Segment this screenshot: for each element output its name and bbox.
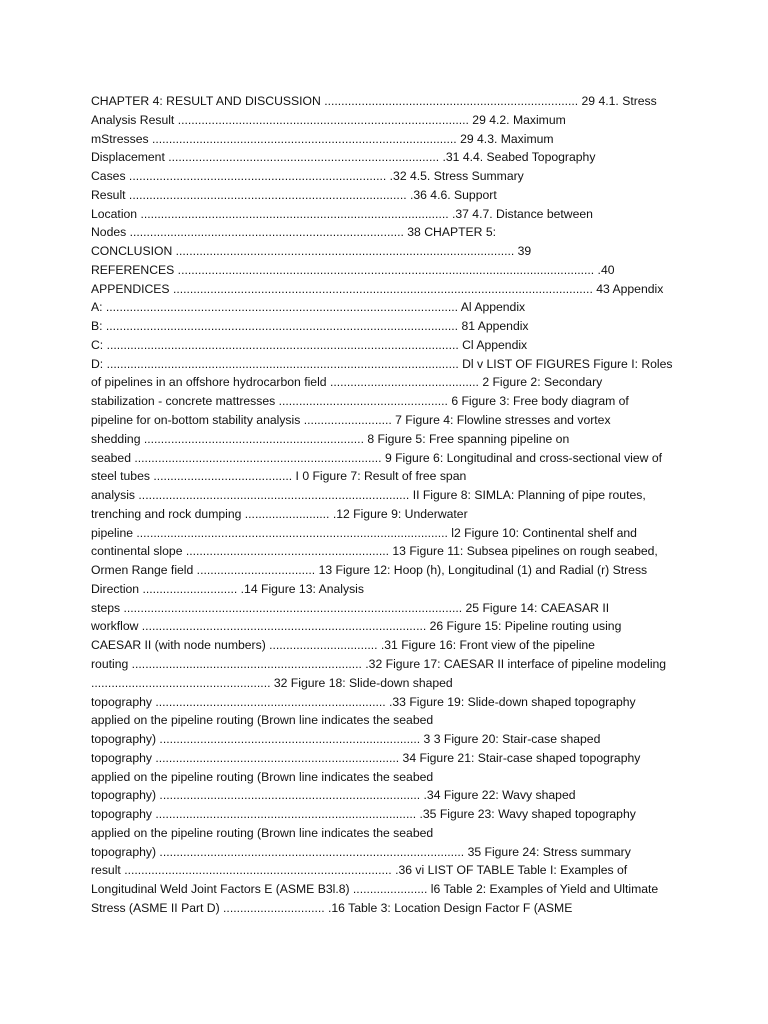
- text-line: D: ........................................................................................................ Dl v LIST OF FIGURES Figure I: Roles: [91, 356, 673, 371]
- text-line: Location ........................................................................................... .37 4.7. Distance between: [91, 206, 593, 221]
- text-line: C: ........................................................................................................ Cl Appendix: [91, 337, 528, 352]
- text-line: topography .................................................................... .33 Figure 19: Slide-down shaped topography: [91, 694, 636, 709]
- text-line: topography ............................................................................. .35 Figure 23: Wavy shaped topography: [91, 807, 636, 822]
- text-line: Stress (ASME II Part D) .............................. .16 Table 3: Location Design Factor F (ASME: [91, 900, 573, 915]
- text-line: analysis ................................................................................ II Figure 8: SIMLA: Planning of pipe routes,: [91, 488, 646, 503]
- text-line: pipeline for on-bottom stability analysis .......................... 7 Figure 4: Flowline stresses and vortex: [91, 413, 611, 428]
- text-line: Analysis Result ...................................................................................... 29 4.2. Maximum: [91, 112, 566, 127]
- text-line: Ormen Range field ................................... 13 Figure 12: Hoop (h), Longitudinal (1) and Radial (r) Stress: [91, 563, 648, 578]
- text-line: applied on the pipeline routing (Brown line indicates the seabed: [91, 769, 434, 784]
- text-line: trenching and rock dumping ......................... .12 Figure 9: Underwater: [91, 506, 468, 521]
- text-line: A: ........................................................................................................ Al Appendix: [91, 300, 526, 315]
- text-line: steps .................................................................................................... 25 Figure 14: CAEASAR II: [91, 600, 610, 615]
- text-line: topography ........................................................................ 34 Figure 21: Stair-case shaped topography: [91, 750, 641, 765]
- text-line: pipeline ............................................................................................ l2 Figure 10: Continental shelf and: [91, 525, 637, 540]
- text-line: Longitudinal Weld Joint Factors E (ASME B3l.8) ...................... l6 Table 2: Examples of Yield and Ultimate: [91, 882, 659, 897]
- text-line: REFERENCES ........................................................................................................................... .40: [91, 262, 615, 277]
- text-line: B: ........................................................................................................ 81 Appendix: [91, 319, 529, 334]
- text-line: Cases ............................................................................ .32 4.5. Stress Summary: [91, 169, 524, 184]
- text-line: topography) ............................................................................. .34 Figure 22: Wavy shaped: [91, 788, 576, 803]
- text-line: topography) .......................................................................................... 35 Figure 24: Stress summary: [91, 844, 631, 859]
- text-line: steel tubes ......................................... I 0 Figure 7: Result of free span: [91, 469, 467, 484]
- text-line: applied on the pipeline routing (Brown line indicates the seabed: [91, 713, 434, 728]
- text-line: applied on the pipeline routing (Brown line indicates the seabed: [91, 825, 434, 840]
- text-line: routing .................................................................... .32 Figure 17: CAESAR II interface of pipeline modeling: [91, 656, 667, 671]
- text-line: Nodes ................................................................................. 38 CHAPTER 5:: [91, 225, 497, 240]
- text-line: APPENDICES ............................................................................................................................ 43 Appendix: [91, 281, 664, 296]
- text-line: seabed ......................................................................... 9 Figure 6: Longitudinal and cross-sectional view of: [91, 450, 663, 465]
- text-line: Result .................................................................................. .36 4.6. Support: [91, 187, 497, 202]
- text-line: CHAPTER 4: RESULT AND DISCUSSION ........................................................................... 29 4.1. Stress: [91, 94, 657, 108]
- text-line: stabilization - concrete mattresses .................................................. 6 Figure 3: Free body diagram of: [91, 394, 629, 409]
- text-line: topography) ............................................................................. 3 3 Figure 20: Stair-case shaped: [91, 732, 601, 747]
- text-line: shedding ................................................................. 8 Figure 5: Free spanning pipeline on: [91, 431, 570, 446]
- text-line: CONCLUSION .................................................................................................... 39: [91, 244, 532, 259]
- text-line: of pipelines in an offshore hydrocarbon field ............................................ 2 Figure 2: Secondary: [91, 375, 603, 390]
- text-line: result ............................................................................... .36 vi LIST OF TABLE Table I: Examples of: [91, 863, 628, 878]
- text-line: CAESAR II (with node numbers) ................................ .31 Figure 16: Front view of the pipeline: [91, 638, 595, 653]
- text-line: ..................................................... 32 Figure 18: Slide-down shaped: [91, 675, 453, 690]
- text-line: Direction ............................ .14 Figure 13: Analysis: [91, 581, 364, 596]
- table-of-contents-text: [91, 92, 691, 918]
- text-line: continental slope ............................................................ 13 Figure 11: Subsea pipelines on rough seabed,: [91, 544, 658, 559]
- text-line: workflow .................................................................................... 26 Figure 15: Pipeline routing using: [91, 619, 622, 634]
- text-line: mStresses .......................................................................................... 29 4.3. Maximum: [91, 131, 554, 146]
- text-line: Displacement ................................................................................ .31 4.4. Seabed Topography: [91, 150, 596, 165]
